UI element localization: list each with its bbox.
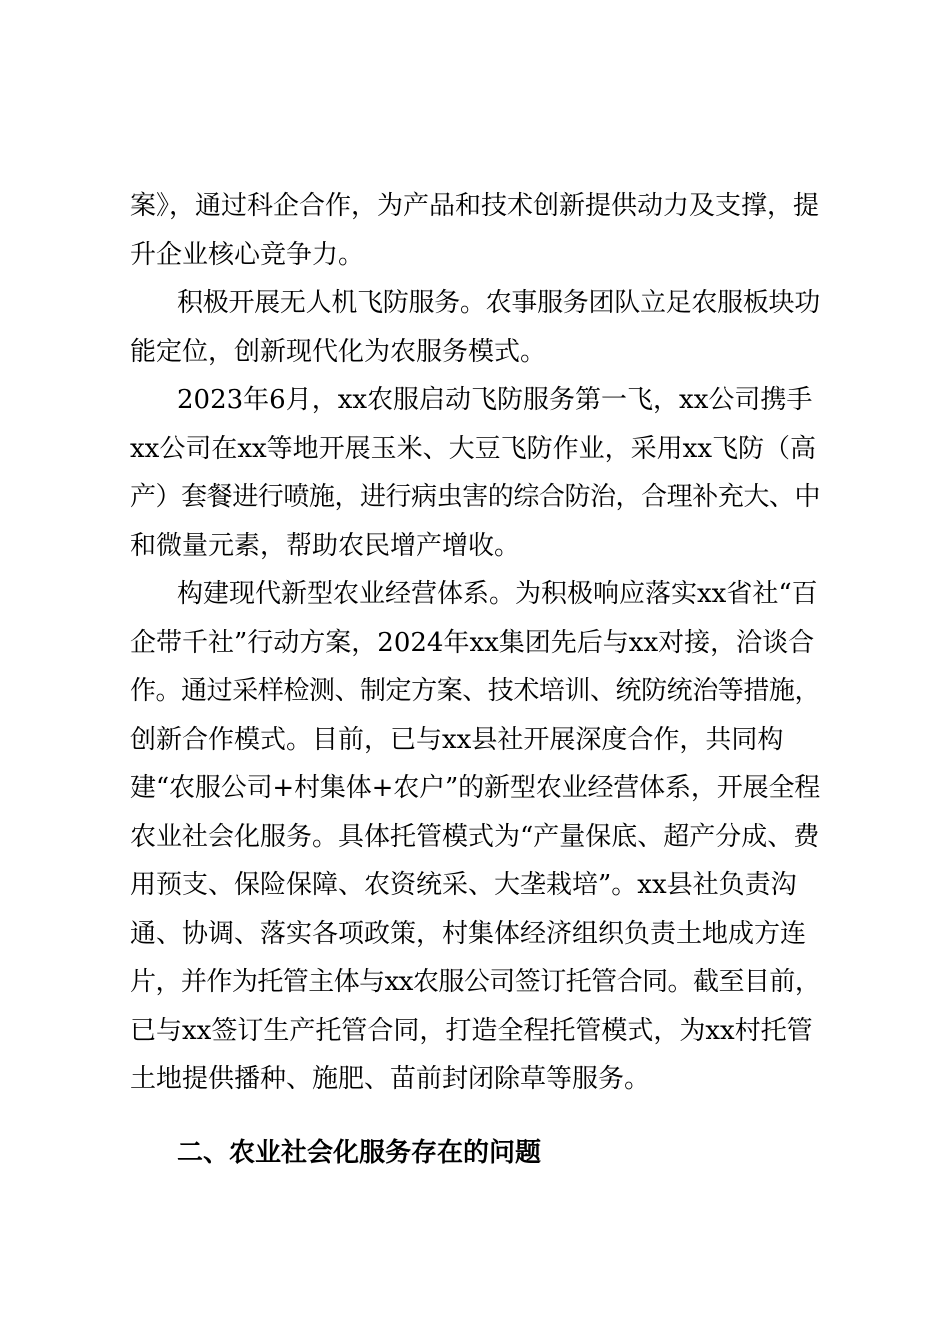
text-line: 通、协调、落实各项政策，村集体经济组织负责土地成方连	[130, 918, 807, 949]
text-line: 片，并作为托管主体与xx农服公司签订托管合同。截至目前，	[130, 967, 821, 997]
document-body	[130, 182, 820, 1104]
text-line: 2023年6月，xx农服启动飞防服务第一飞，xx公司携手	[177, 385, 813, 415]
text-line: 产）套餐进行喷施，进行病虫害的综合防治，合理补充大、中	[130, 482, 821, 512]
text-line: 已与xx签订生产托管合同，打造全程托管模式，为xx村托管	[130, 1015, 813, 1046]
text-line: 升企业核心竞争力。	[130, 239, 365, 270]
text-line: 积极开展无人机飞防服务。农事服务团队立足农服板块功	[177, 288, 821, 318]
section-heading: 二、农业社会化服务存在的问题	[177, 1138, 542, 1168]
paragraph-1	[130, 182, 820, 279]
text-line: xx公司在xx等地开展玉米、大豆飞防作业，采用xx飞防（高	[130, 433, 816, 464]
text-line: 作。通过采样检测、制定方案、技术培训、统防统治等措施，	[130, 676, 821, 706]
text-line: 建“农服公司+村集体+农户”的新型农业经营体系，开展全程	[130, 773, 821, 803]
text-line: 农业社会化服务。具体托管模式为“产量保底、超产分成、费	[130, 821, 820, 852]
text-line: 创新合作模式。目前，已与xx县社开展深度合作，共同构	[130, 724, 784, 755]
text-line: 构建现代新型农业经营体系。为积极响应落实xx省社“百	[177, 579, 818, 609]
paragraph-2	[130, 279, 820, 376]
text-line: 能定位，创新现代化为农服务模式。	[130, 336, 547, 367]
text-line: 土地提供播种、施肥、苗前封闭除草等服务。	[130, 1064, 651, 1094]
paragraph-3	[130, 376, 820, 570]
text-line: 案》，通过科企合作，为产品和技术创新提供动力及支撑，提	[130, 191, 820, 221]
text-line: 用预支、保险保障、农资统采、大垄栽培”。xx县社负责沟	[130, 870, 797, 900]
text-line: 企带千社”行动方案，2024年xx集团先后与xx对接，洽谈合	[130, 627, 815, 658]
text-line: 和微量元素，帮助农民增产增收。	[130, 530, 521, 561]
paragraph-4	[130, 570, 820, 1104]
